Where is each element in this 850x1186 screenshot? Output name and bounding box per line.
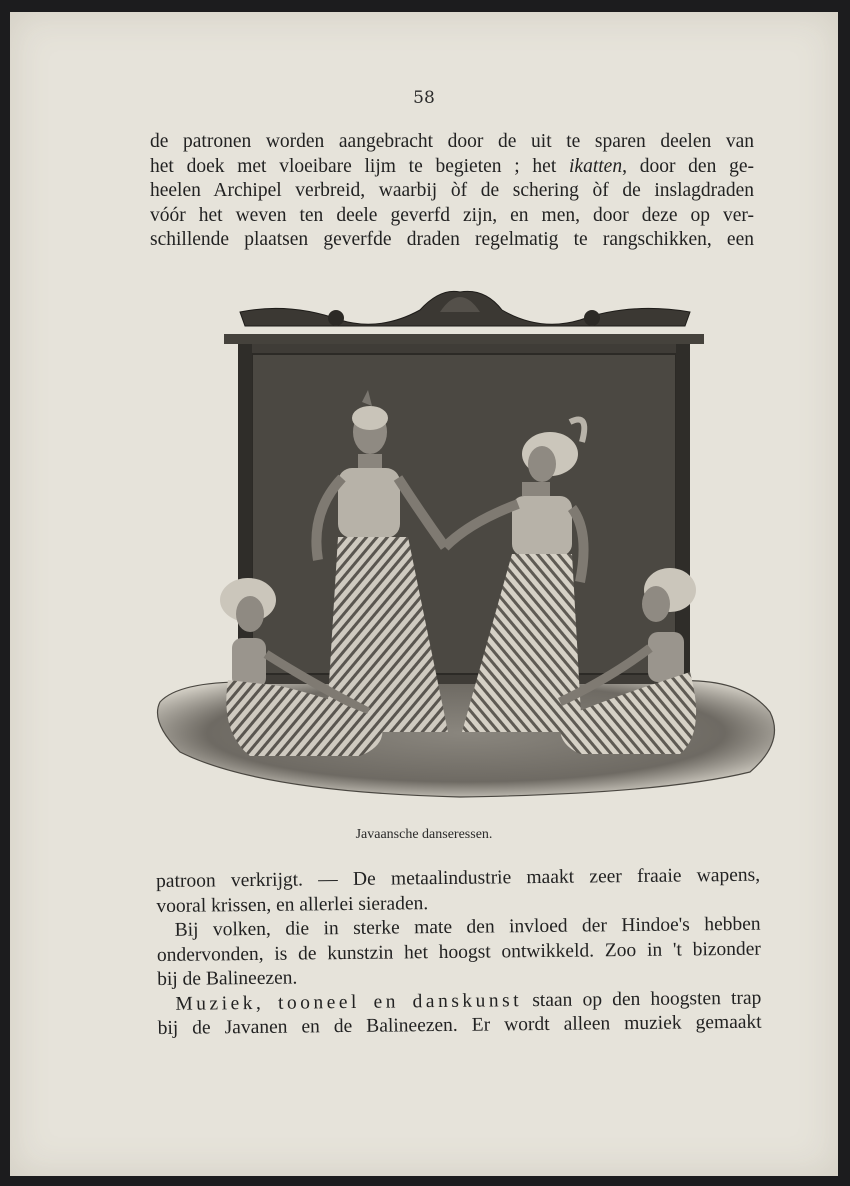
text-line: patroon verkrijgt. — De metaalindustrie maakt zeer fraaie wapens, [156,864,761,892]
text-line: bij de Javanen en de Balineezen. Er wordt alleen muziek gemaakt [157,1011,762,1039]
text-line: ondervonden, is de kunstzin het hoogst ontwikkeld. Zoo in 't bizonder [156,938,761,966]
italic-term: ikatten [569,155,623,177]
text-line: vooral krissen, en allerlei sieraden. [156,892,429,917]
text-line: vóór het weven ten deele geverfd zijn, en men, door deze op ver- [150,204,754,226]
carved-screen-backdrop [224,291,704,684]
text-line: bij de Balineezen. [157,967,298,990]
text-fragment: het doek met vloeibare lijm te begieten ; het [150,155,569,177]
figure-caption: Javaansche danseressen. [355,827,493,842]
spaced-phrase: Muziek, tooneel en danskunst [175,989,523,1015]
text-fragment: , door den ge- [622,155,754,177]
book-page [10,12,838,1176]
page-number: 58 [413,88,435,108]
text-line: schillende plaatsen geverfde draden regelmatig te rangschikken, een [150,229,754,250]
text-line: Bij volken, die in sterke mate den invloed der Hindoe's hebben [174,913,761,941]
bottom-paragraph [156,864,762,1042]
text-line [150,155,754,180]
text-line: heelen Archipel verbreid, waarbij òf de schering òf de inslagdraden [150,180,754,201]
text-line: de patronen worden aangebracht door de uit te sparen deelen van [150,131,754,152]
top-paragraph [150,130,754,253]
dancers-photograph [140,282,780,812]
text-fragment: staan op den hoogsten trap [522,987,762,1011]
